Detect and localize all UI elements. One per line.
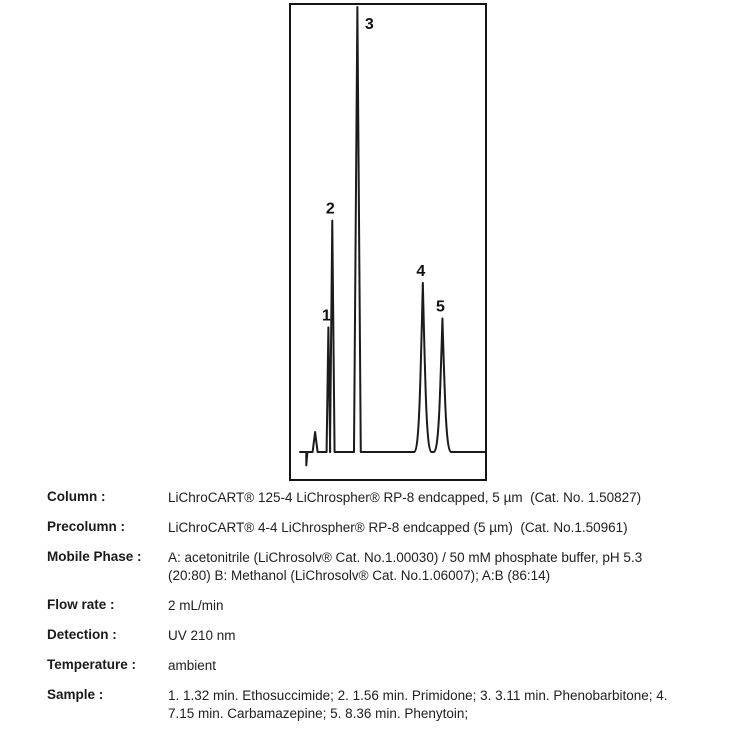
method-label-mobile-phase: Mobile Phase : bbox=[47, 549, 142, 564]
method-label-sample: Sample : bbox=[47, 687, 104, 702]
chromatogram-trace-canvas bbox=[291, 5, 485, 479]
method-value-sample bbox=[168, 686, 709, 723]
peak-label-4: 4 bbox=[416, 262, 426, 280]
peak-label-5: 5 bbox=[435, 298, 445, 316]
method-row-temperature bbox=[47, 656, 715, 675]
method-row-precolumn bbox=[47, 518, 715, 537]
method-label-temperature: Temperature : bbox=[47, 657, 137, 672]
method-value-precolumn bbox=[168, 518, 709, 537]
method-value-flow-rate bbox=[168, 596, 709, 615]
method-value-line: 1. 1.32 min. Ethosuccimide; 2. 1.56 min. Primidone; 3. 3.11 min. Phenobarbitone; 4. bbox=[168, 688, 668, 703]
method-row-sample bbox=[47, 686, 715, 723]
method-value-mobile-phase bbox=[168, 548, 709, 585]
chromatogram-trace bbox=[300, 7, 485, 465]
method-value-detection bbox=[168, 626, 709, 645]
method-value-line: LiChroCART® 125-4 LiChrospher® RP-8 endcapped, 5 µm (Cat. No. 1.50827) bbox=[168, 490, 642, 505]
method-value-line: UV 210 nm bbox=[168, 628, 236, 643]
chromatogram-figure bbox=[289, 3, 487, 481]
method-value-line: ambient bbox=[168, 658, 217, 673]
method-label-detection: Detection : bbox=[47, 627, 117, 642]
method-details bbox=[47, 488, 715, 734]
method-row-flow-rate bbox=[47, 596, 715, 615]
method-value-line: A: acetonitrile (LiChrosolv® Cat. No.1.00030) / 50 mM phosphate buffer, pH 5.3 bbox=[168, 550, 643, 565]
method-value-column bbox=[168, 488, 709, 507]
method-row-column bbox=[47, 488, 715, 507]
method-label-precolumn: Precolumn : bbox=[47, 519, 126, 534]
peak-label-3: 3 bbox=[364, 16, 374, 33]
peak-label-2: 2 bbox=[325, 200, 335, 218]
method-value-line: 7.15 min. Carbamazepine; 5. 8.36 min. Phenytoin; bbox=[168, 706, 469, 721]
peak-label-1: 1 bbox=[321, 307, 331, 325]
method-row-mobile-phase bbox=[47, 548, 715, 585]
method-label-flow-rate: Flow rate : bbox=[47, 597, 115, 612]
method-value-line: 2 mL/min bbox=[168, 598, 224, 613]
method-value-temperature bbox=[168, 656, 709, 675]
method-value-line: LiChroCART® 4-4 LiChrospher® RP-8 endcapped (5 µm) (Cat. No.1.50961) bbox=[168, 520, 628, 535]
method-value-line: (20:80) B: Methanol (LiChrosolv® Cat. No.1.06007); A:B (86:14) bbox=[168, 568, 551, 583]
method-label-column: Column : bbox=[47, 489, 106, 504]
method-row-detection bbox=[47, 626, 715, 645]
